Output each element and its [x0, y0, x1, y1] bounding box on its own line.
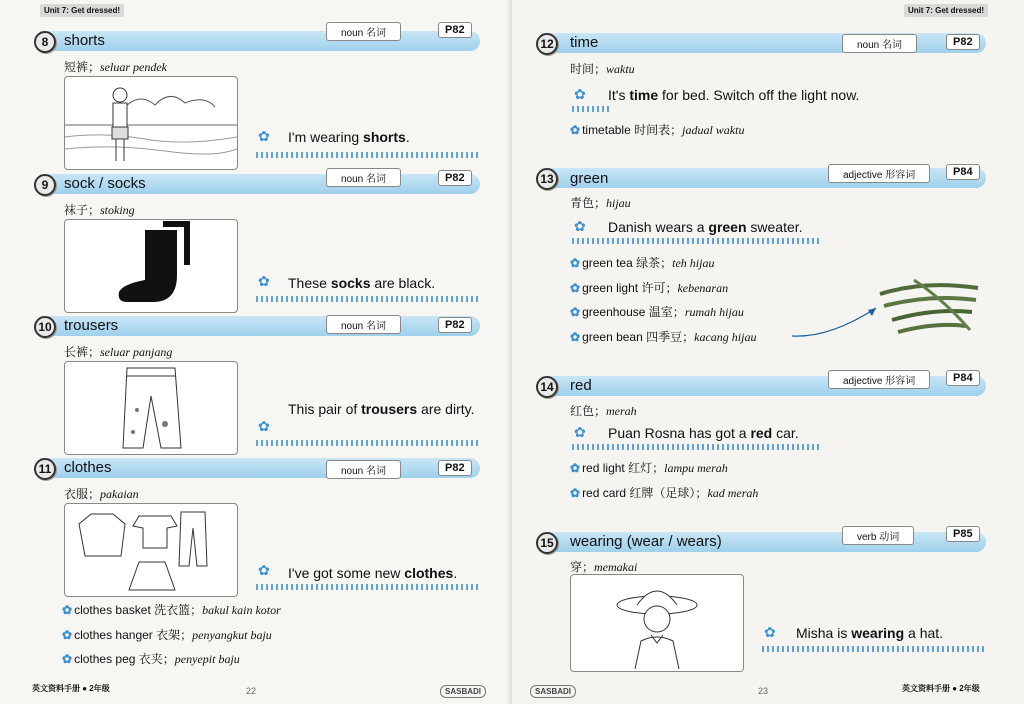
- page-number: 22: [246, 686, 257, 696]
- page-ref: P82: [438, 22, 472, 38]
- headword: time: [570, 34, 599, 51]
- page-ref: P84: [946, 164, 980, 180]
- entry-band: [40, 31, 480, 51]
- entry-number: 11: [34, 458, 56, 480]
- translation: 短裤；seluar pendek: [64, 60, 167, 74]
- flower-icon: ✿: [570, 281, 581, 295]
- part-of-speech: adjective 形容词: [828, 370, 930, 389]
- entry-number: 13: [536, 168, 558, 190]
- part-of-speech: noun 名词: [326, 22, 401, 41]
- page-ref: P82: [438, 317, 472, 333]
- boy-on-beach-illustration: [64, 76, 238, 170]
- page-ref: P82: [946, 34, 980, 50]
- flower-icon: ✿: [570, 330, 581, 344]
- pointer-arrow: [790, 296, 880, 340]
- part-of-speech: noun 名词: [326, 460, 401, 479]
- entry-number: 15: [536, 532, 558, 554]
- translation: 长裤；seluar panjang: [64, 345, 173, 359]
- flower-icon: ✿: [574, 218, 586, 234]
- example-sentence: Danish wears a green sweater.: [608, 219, 803, 235]
- publisher-logo: SASBADI: [530, 685, 576, 698]
- example-sentence: I'm wearing shorts.: [288, 129, 410, 145]
- related-word: ✿ timetable 时间表；jadual waktu: [570, 123, 745, 137]
- flower-icon: ✿: [62, 628, 73, 642]
- part-of-speech: noun 名词: [326, 315, 401, 334]
- flower-icon: ✿: [258, 128, 270, 144]
- flower-icon: ✿: [570, 256, 581, 270]
- grass-decoration: [572, 106, 612, 112]
- translation: 青色；hijau: [570, 196, 631, 210]
- example-sentence: Misha is wearing a hat.: [796, 625, 944, 641]
- translation: 衣服；pakaian: [64, 487, 139, 501]
- entry-band: [542, 33, 986, 53]
- headword: trousers: [64, 317, 119, 334]
- part-of-speech: noun 名词: [326, 168, 401, 187]
- flower-icon: ✿: [258, 562, 270, 578]
- flower-icon: ✿: [570, 486, 581, 500]
- book-title: 英文资料手册 ● 2年级: [32, 684, 110, 693]
- grass-decoration: [762, 646, 986, 652]
- example-sentence: These socks are black.: [288, 275, 436, 291]
- headword: red: [570, 377, 592, 394]
- flower-icon: ✿: [570, 123, 581, 137]
- green-beans-photo: [874, 270, 984, 345]
- flower-icon: ✿: [62, 603, 73, 617]
- black-sock-illustration: [64, 219, 238, 313]
- grass-decoration: [256, 296, 478, 302]
- unit-tag: Unit 7: Get dressed!: [904, 4, 988, 17]
- headword: clothes: [64, 459, 112, 476]
- flower-icon: ✿: [570, 461, 581, 475]
- flower-icon: ✿: [570, 305, 581, 319]
- related-word: ✿ red card 红牌（足球）；kad merah: [570, 486, 759, 500]
- headword: sock / socks: [64, 175, 146, 192]
- publisher-logo: SASBADI: [440, 685, 486, 698]
- entry-number: 12: [536, 33, 558, 55]
- related-word: ✿ green light 许可；kebenaran: [570, 281, 729, 295]
- entry-number: 9: [34, 174, 56, 196]
- flower-icon: ✿: [62, 652, 73, 666]
- translation: 穿；memakai: [570, 560, 638, 574]
- related-word: ✿ clothes peg 衣夹；penyepit baju: [62, 652, 240, 666]
- page-ref: P82: [438, 170, 472, 186]
- translation: 时间；waktu: [570, 62, 635, 76]
- flower-icon: ✿: [258, 418, 270, 434]
- part-of-speech: adjective 形容词: [828, 164, 930, 183]
- assorted-clothes-illustration: [64, 503, 238, 597]
- grass-decoration: [256, 440, 478, 446]
- page-ref: P85: [946, 526, 980, 542]
- entry-number: 10: [34, 316, 56, 338]
- translation: 袜子；stoking: [64, 203, 135, 217]
- page-ref: P82: [438, 460, 472, 476]
- entry-number: 14: [536, 376, 558, 398]
- grass-decoration: [572, 238, 822, 244]
- part-of-speech: noun 名词: [842, 34, 917, 53]
- page-ref: P84: [946, 370, 980, 386]
- flower-icon: ✿: [258, 273, 270, 289]
- grass-decoration: [572, 444, 822, 450]
- related-word: ✿ clothes hanger 衣架；penyangkut baju: [62, 628, 272, 642]
- example-sentence: It's time for bed. Switch off the light now.: [608, 87, 860, 103]
- example-sentence: I've got some new clothes.: [288, 565, 458, 581]
- flower-icon: ✿: [574, 86, 586, 102]
- related-word: ✿ greenhouse 温室；rumah hijau: [570, 305, 744, 319]
- unit-tag: Unit 7: Get dressed!: [40, 4, 124, 17]
- related-word: ✿ clothes basket 洗衣篮；bakul kain kotor: [62, 603, 281, 617]
- part-of-speech: verb 动词: [842, 526, 914, 545]
- flower-icon: ✿: [764, 624, 776, 640]
- headword: wearing (wear / wears): [570, 533, 722, 550]
- headword: shorts: [64, 32, 105, 49]
- page-number: 23: [758, 686, 769, 696]
- right-page: [512, 0, 1024, 704]
- related-word: ✿ red light 红灯；lampu merah: [570, 461, 728, 475]
- related-word: ✿ green bean 四季豆；kacang hijau: [570, 330, 757, 344]
- example-sentence: This pair of trousers are dirty.: [288, 401, 475, 417]
- translation: 红色；merah: [570, 404, 637, 418]
- entry-number: 8: [34, 31, 56, 53]
- headword: green: [570, 170, 609, 187]
- example-sentence: Puan Rosna has got a red car.: [608, 425, 799, 441]
- flower-icon: ✿: [574, 424, 586, 440]
- related-word: ✿ green tea 绿茶；teh hijau: [570, 256, 715, 270]
- girl-in-hat-illustration: [570, 574, 744, 672]
- book-title: 英文资料手册 ● 2年级: [902, 684, 980, 693]
- grass-decoration: [256, 584, 478, 590]
- dirty-trousers-illustration: [64, 361, 238, 455]
- grass-decoration: [256, 152, 478, 158]
